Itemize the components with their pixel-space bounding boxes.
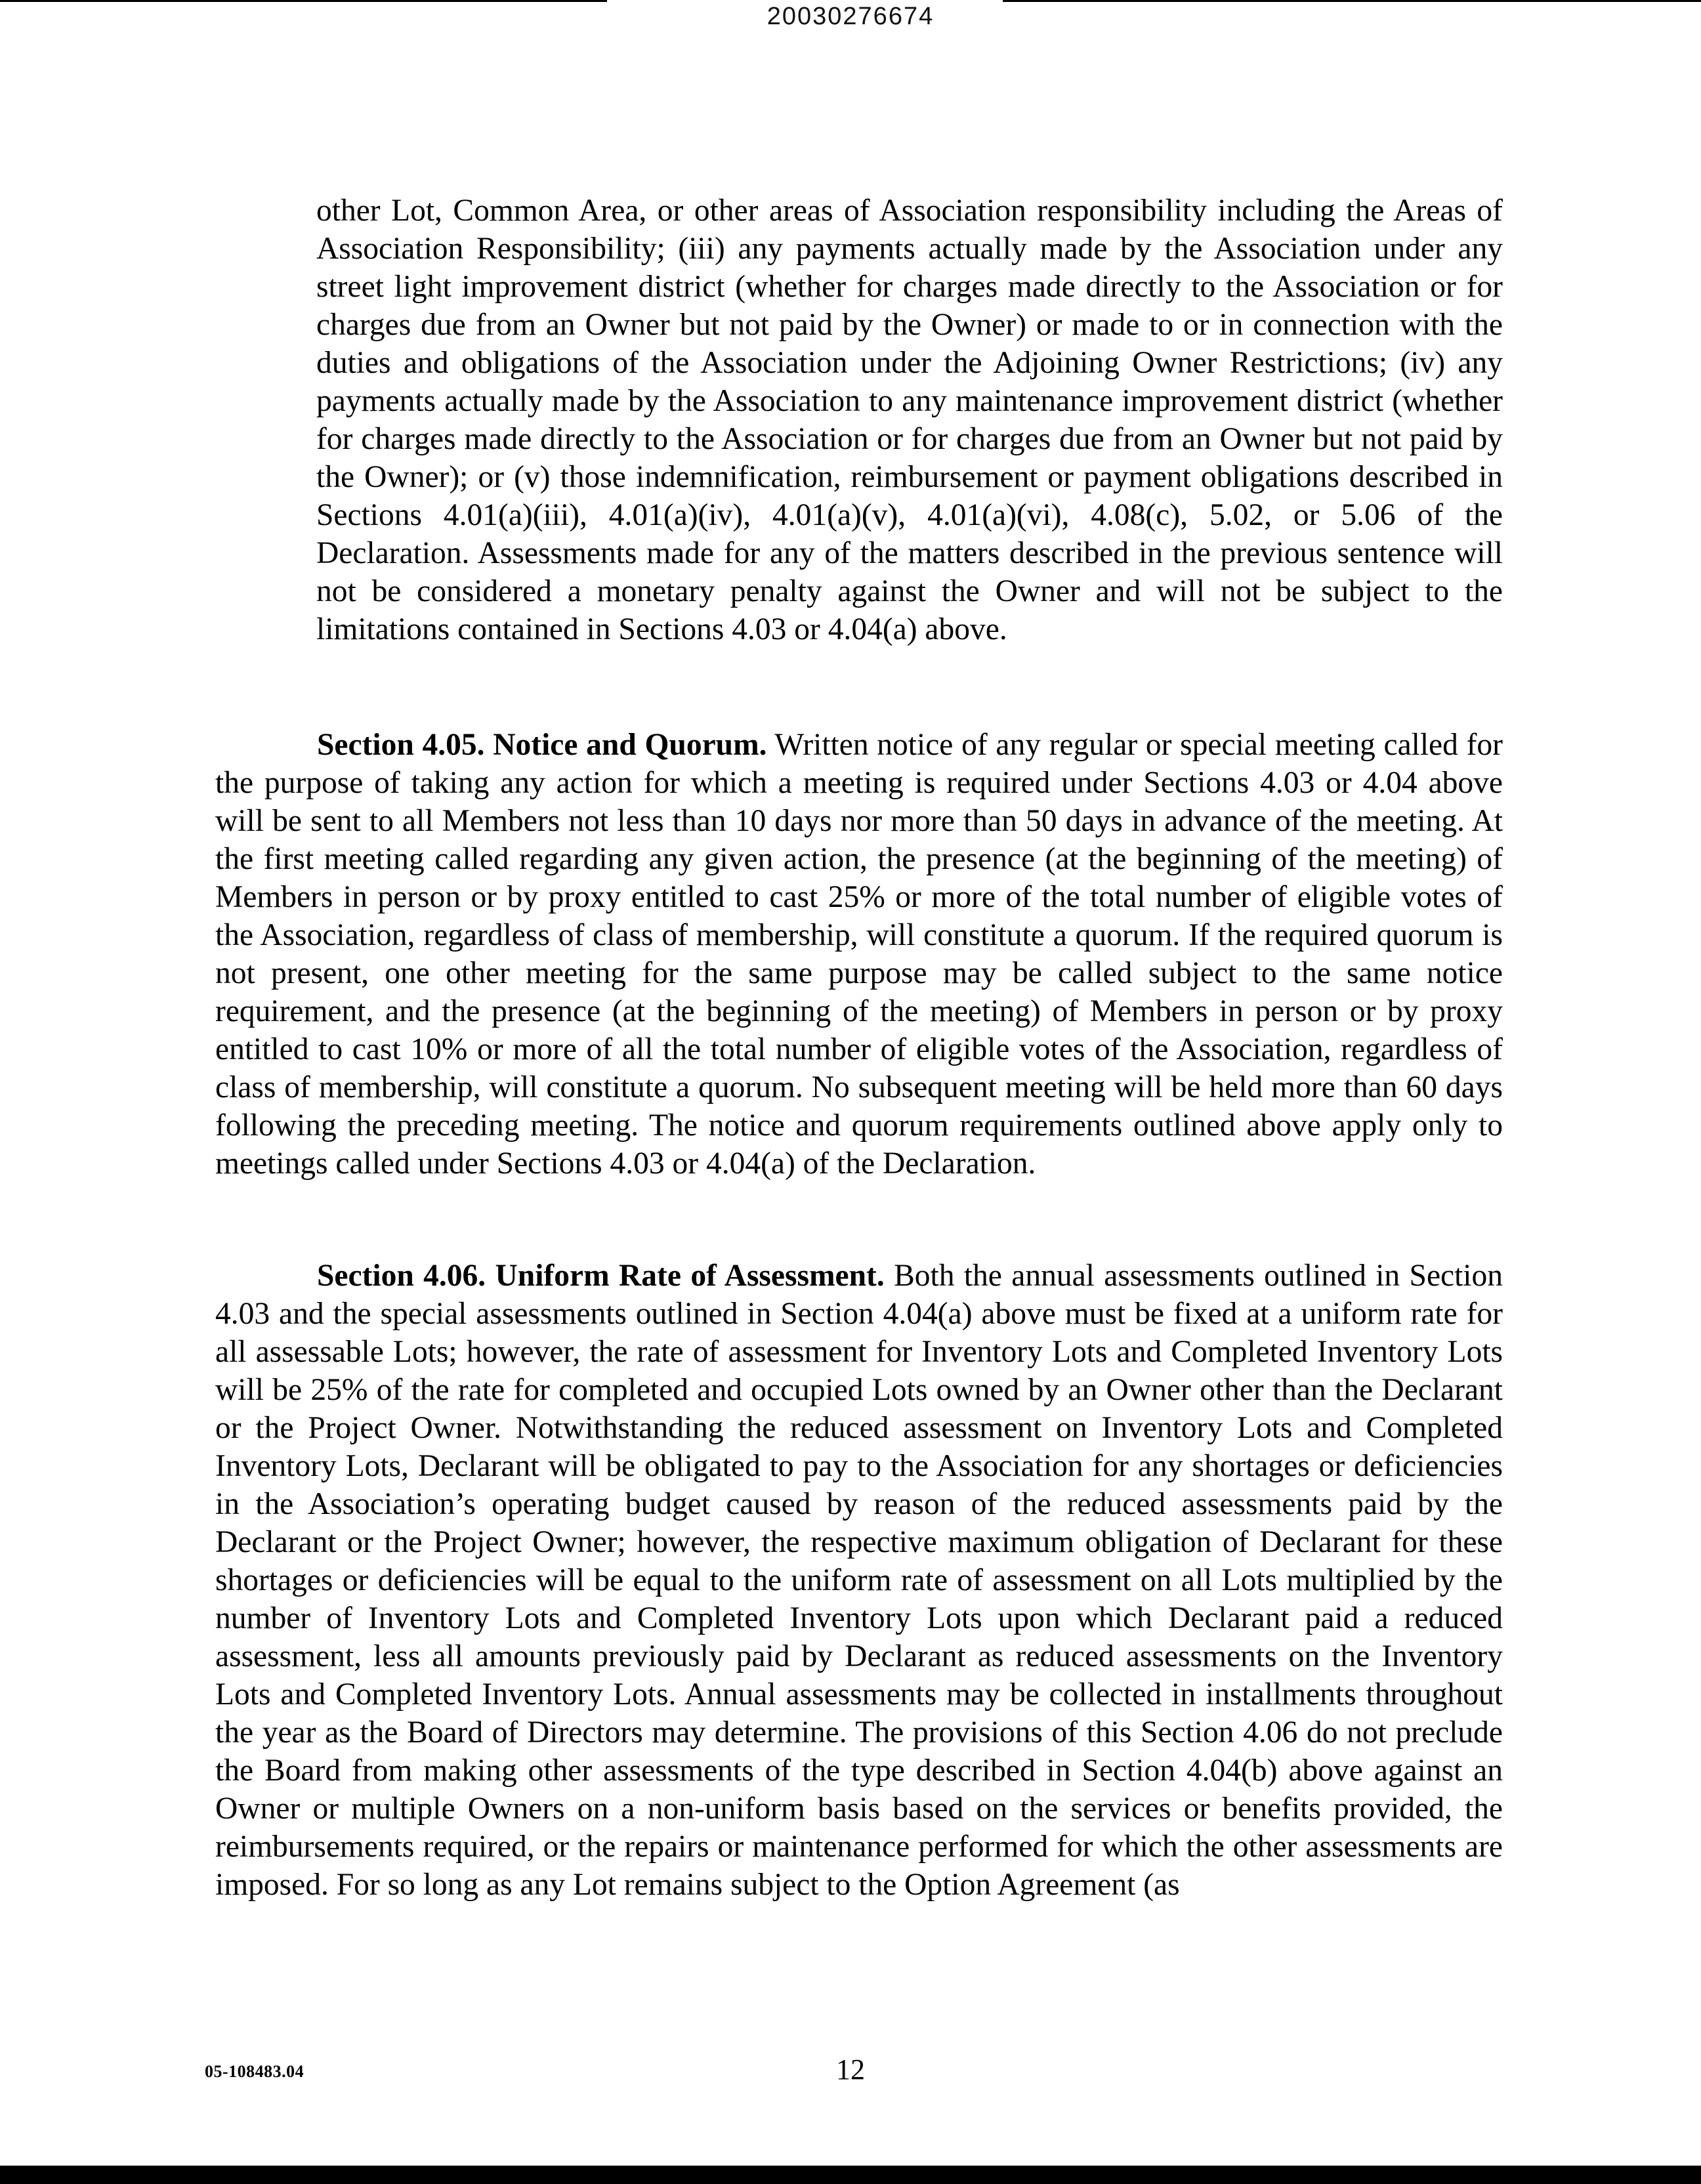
- scan-border-top-right: [1003, 0, 1701, 2]
- section-4-05-heading: Section 4.05. Notice and Quorum.: [317, 728, 767, 762]
- section-4-05-body: Written notice of any regular or special meeting called for the purpose of taking any action for which a meeting is required under Sections 4.03 or 4.04 above will be sent to all Members not less than 10 days nor more than 50 days in advance of the meeting. At the first meeting called regarding any given action, the presence (at the beginning of the meeting) of Members in person or by proxy entitled to cast 25% or more of the total number of eligible votes of the Association, regardless of class of membership, will constitute a quorum. If the required quorum is not present, one other meeting for the same purpose may be called subject to the same notice requirement, and the presence (at the beginning of the meeting) of Members in person or by proxy entitled to cast 10% or more of all the total number of eligible votes of the Association, regardless of class of membership, will constitute a quorum. No subsequent meeting will be held more than 60 days following the preceding meeting. The notice and quorum requirements outlined above apply only to meetings called under Sections 4.03 or 4.04(a) of the Declaration.: [215, 728, 1503, 1181]
- scan-border-top-left: [0, 0, 607, 2]
- section-4-05-paragraph: [215, 726, 1503, 1183]
- section-4-06-body: Both the annual assessments outlined in Section 4.03 and the special assessments outlined in Section 4.04(a) above must be fixed at a uniform rate for all assessable Lots; however, the rate of assessment for Inventory Lots and Completed Inventory Lots will be 25% of the rate for completed and occupied Lots owned by an Owner other than the Declarant or the Project Owner. Notwithstanding the reduced assessment on Inventory Lots and Completed Inventory Lots, Declarant will be obligated to pay to the Association for any shortages or deficiencies in the Association’s operating budget caused by reason of the reduced assessments paid by the Declarant or the Project Owner; however, the respective maximum obligation of Declarant for these shortages or deficiencies will be equal to the uniform rate of assessment on all Lots multiplied by the number of Inventory Lots and Completed Inventory Lots upon which Declarant paid a reduced assessment, less all amounts previously paid by Declarant as reduced assessments on the Inventory Lots and Completed Inventory Lots. Annual assessments may be collected in installments throughout the year as the Board of Directors may determine. The provisions of this Section 4.06 do not preclude the Board from making other assessments of the type described in Section 4.04(b) above against an Owner or multiple Owners on a non-uniform basis based on the services or benefits provided, the reimbursements required, or the repairs or maintenance performed for which the other assessments are imposed. For so long as any Lot remains subject to the Option Agreement (as: [215, 1259, 1503, 1902]
- page-number: 12: [836, 2053, 865, 2086]
- footer-document-id: 05-108483.04: [205, 2062, 304, 2081]
- section-4-06-heading: Section 4.06. Uniform Rate of Assessment.: [317, 1259, 885, 1293]
- recording-number: 20030276674: [766, 3, 934, 30]
- scan-border-bottom: [0, 2166, 1701, 2184]
- continuation-paragraph: other Lot, Common Area, or other areas of Association responsibility including the Areas of Association Responsibility; (iii) any payments actually made by the Association under any street light improvement district (whether for charges made directly to the Association or for charges due from an Owner but not paid by the Owner) or made to or in connection with the duties and obligations of the Association under the Adjoining Owner Restrictions; (iv) any payments actually made by the Association to any maintenance improvement district (whether for charges made directly to the Association or for charges due from an Owner but not paid by the Owner); or (v) those indemnification, reimbursement or payment obligations described in Sections 4.01(a)(iii), 4.01(a)(iv), 4.01(a)(v), 4.01(a)(vi), 4.08(c), 5.02, or 5.06 of the Declaration. Assessments made for any of the matters described in the previous sentence will not be considered a monetary penalty against the Owner and will not be subject to the limitations contained in Sections 4.03 or 4.04(a) above.: [316, 194, 1503, 646]
- section-4-06-paragraph: [215, 1257, 1503, 1904]
